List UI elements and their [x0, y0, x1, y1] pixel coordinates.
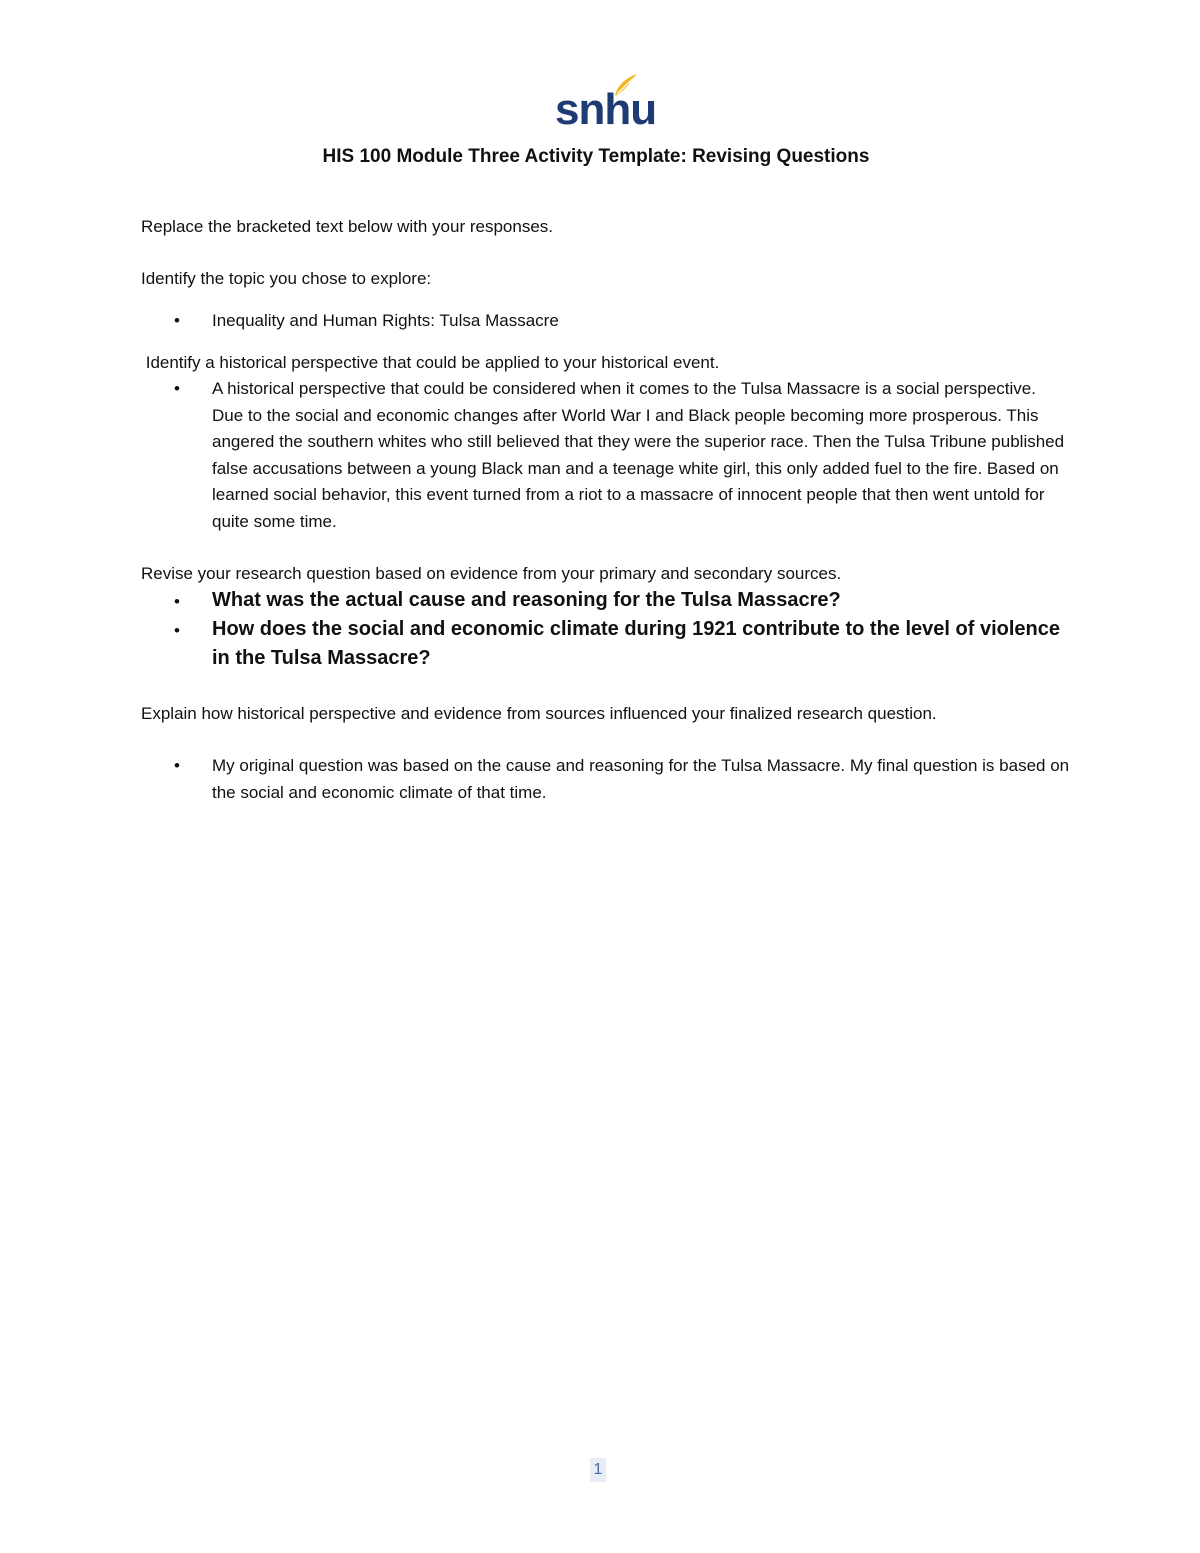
page-number: 1	[590, 1458, 606, 1482]
perspective-answer-list	[141, 376, 1071, 535]
bullet-icon: •	[174, 379, 180, 398]
explain-answer-list	[141, 753, 1071, 806]
document-title: HIS 100 Module Three Activity Template: Revising Questions	[322, 146, 870, 167]
list-item	[141, 308, 1071, 335]
revise-prompt: Revise your research question based on evidence from your primary and secondary sources.	[141, 564, 842, 583]
perspective-prompt: Identify a historical perspective that could be applied to your historical event.	[141, 353, 720, 372]
revised-question: What was the actual cause and reasoning for the Tulsa Massacre?	[212, 589, 841, 611]
list-item	[141, 376, 1071, 535]
topic-answer: Inequality and Human Rights: Tulsa Massacre	[212, 311, 559, 330]
instructions-text: Replace the bracketed text below with your responses.	[141, 217, 554, 236]
logo-wordmark: snhu	[555, 85, 657, 134]
revised-questions-list	[141, 586, 1071, 673]
snhu-logo	[555, 72, 657, 134]
revised-question: How does the social and economic climate during 1921 contribute to the level of violence in the Tulsa Massacre?	[212, 618, 1060, 669]
explain-answer: My original question was based on the cause and reasoning for the Tulsa Massacre. My final question is based on the social and economic climate of that time.	[212, 756, 1070, 802]
bullet-icon: •	[174, 311, 180, 330]
list-item	[141, 586, 1071, 615]
list-item	[141, 753, 1071, 806]
perspective-answer: A historical perspective that could be considered when it comes to the Tulsa Massacre is a social perspective. Due to the social and economic changes after World War I and Black people becoming more prosperous. This angered the southern whites who still believed that they were the superior race. Then the Tulsa Tribune published false accusations between a young Black man and a teenage white girl, this only added fuel to the fire. Based on learned social behavior, this event turned from a riot to a massacre of innocent people that then went untold for quite some time.	[212, 379, 1065, 531]
topic-answer-list	[141, 308, 1071, 335]
bullet-icon: •	[174, 756, 180, 775]
explain-prompt: Explain how historical perspective and evidence from sources influenced your finalized research question.	[141, 704, 937, 723]
bullet-icon: •	[174, 592, 180, 611]
bullet-icon: •	[174, 621, 180, 640]
list-item	[141, 615, 1071, 673]
topic-prompt: Identify the topic you chose to explore:	[141, 269, 432, 288]
